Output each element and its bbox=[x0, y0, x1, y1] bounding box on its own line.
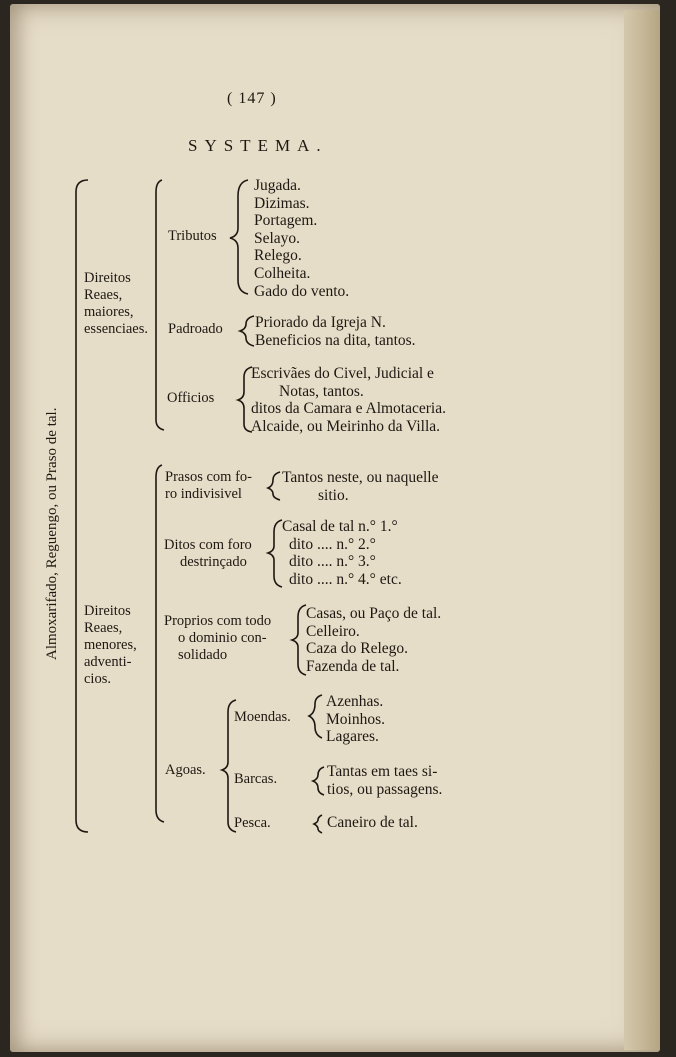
adventicious-label-line: cios. bbox=[84, 671, 111, 687]
list-item: Notas, tantos. bbox=[279, 382, 364, 400]
ditos-label-line: destrinçado bbox=[180, 554, 247, 570]
prasos-label bbox=[165, 469, 252, 503]
root-label: Almoxarifado, Reguengo, ou Praso de tal. bbox=[44, 407, 60, 660]
moendas-label: Moendas. bbox=[234, 709, 291, 725]
list-item: ditos da Camara e Almotaceria. bbox=[251, 400, 446, 418]
essential-bracket bbox=[156, 180, 164, 430]
list-item: Azenhas. bbox=[326, 693, 384, 710]
essential-label bbox=[84, 270, 148, 338]
list-item: Celleiro. bbox=[306, 622, 360, 640]
ditos-label bbox=[164, 537, 252, 571]
list-item: Tantos neste, ou naquelle bbox=[282, 469, 439, 486]
list-item: Caza do Relego. bbox=[306, 640, 409, 658]
barcas-brace bbox=[313, 767, 324, 795]
adventicious-label-line: Reaes, bbox=[84, 620, 123, 636]
list-item: Priorado da Igreja N. bbox=[255, 314, 386, 331]
page-title: SYSTEMA. bbox=[188, 136, 328, 155]
list-item: Caneiro de tal. bbox=[327, 814, 418, 831]
list-item: Dizimas. bbox=[254, 194, 310, 212]
page-number: ( 147 ) bbox=[227, 90, 277, 107]
list-item: Jugada. bbox=[254, 177, 301, 194]
adventicious-label-line: menores, bbox=[84, 637, 137, 653]
list-item: Tantas em taes si- bbox=[327, 763, 438, 780]
list-item: Escrivães do Civel, Judicial e bbox=[251, 365, 434, 382]
list-item: sitio. bbox=[318, 486, 349, 504]
proprios-label bbox=[164, 613, 271, 664]
agoas-label: Agoas. bbox=[165, 762, 206, 778]
list-item: Selayo. bbox=[254, 229, 301, 247]
proprios-label-line: Proprios com todo bbox=[164, 613, 272, 629]
pesca-brace bbox=[314, 815, 322, 833]
list-item: Casas, ou Paço de tal. bbox=[306, 605, 442, 622]
ditos-label-line: Ditos com foro bbox=[164, 537, 252, 553]
proprios-label-line: solidado bbox=[178, 647, 228, 663]
list-item: Relego. bbox=[254, 247, 302, 265]
list-item: Beneficios na dita, tantos. bbox=[255, 331, 416, 349]
list-item: dito .... n.° 2.° bbox=[289, 535, 376, 553]
essential-label-line: essenciaes. bbox=[84, 321, 149, 337]
tributos-list bbox=[254, 177, 349, 300]
adventicious-label bbox=[84, 603, 137, 688]
list-item: dito .... n.° 4.° etc. bbox=[289, 570, 402, 588]
list-item: Lagares. bbox=[326, 728, 379, 746]
proprios-label-line: o dominio con- bbox=[178, 630, 267, 646]
padroado-brace bbox=[240, 316, 254, 346]
adventicious-label-line: Direitos bbox=[84, 603, 131, 619]
prasos-brace bbox=[268, 472, 280, 500]
list-item: dito .... n.° 3.° bbox=[289, 553, 376, 571]
list-item: Alcaide, ou Meirinho da Villa. bbox=[251, 417, 441, 435]
essential-label-line: Reaes, bbox=[84, 287, 123, 303]
barcas-list bbox=[327, 763, 442, 798]
list-item: Casal de tal n.° 1.° bbox=[282, 518, 398, 535]
prasos-list bbox=[282, 469, 438, 504]
list-item: tios, ou passagens. bbox=[327, 780, 443, 798]
list-item: Moinhos. bbox=[326, 710, 385, 728]
moendas-brace bbox=[309, 695, 322, 738]
prasos-label-line: ro indivisivel bbox=[165, 486, 242, 502]
pesca-label: Pesca. bbox=[234, 815, 271, 831]
padroado-list bbox=[255, 314, 416, 349]
tributos-brace bbox=[230, 180, 248, 294]
prasos-label-line: Prasos com fo- bbox=[165, 469, 252, 485]
adventicious-label-line: adventi- bbox=[84, 654, 132, 670]
list-item: Fazenda de tal. bbox=[306, 657, 400, 675]
tributos-label: Tributos bbox=[168, 228, 217, 244]
officios-brace bbox=[238, 367, 252, 432]
ditos-brace bbox=[268, 520, 282, 587]
officios-list bbox=[251, 365, 446, 435]
proprios-list bbox=[306, 605, 441, 675]
list-item: Gado do vento. bbox=[254, 282, 350, 300]
officios-label: Officios bbox=[167, 390, 215, 406]
essential-label-line: maiores, bbox=[84, 304, 134, 320]
padroado-label: Padroado bbox=[168, 321, 223, 337]
adventicious-bracket bbox=[156, 465, 164, 822]
pesca-list bbox=[327, 814, 418, 832]
list-item: Colheita. bbox=[254, 264, 311, 282]
barcas-label: Barcas. bbox=[234, 771, 278, 787]
list-item: Portagem. bbox=[254, 212, 318, 230]
ditos-list bbox=[282, 518, 402, 588]
essential-label-line: Direitos bbox=[84, 270, 131, 286]
proprios-brace bbox=[292, 605, 306, 675]
moendas-list bbox=[326, 693, 385, 746]
